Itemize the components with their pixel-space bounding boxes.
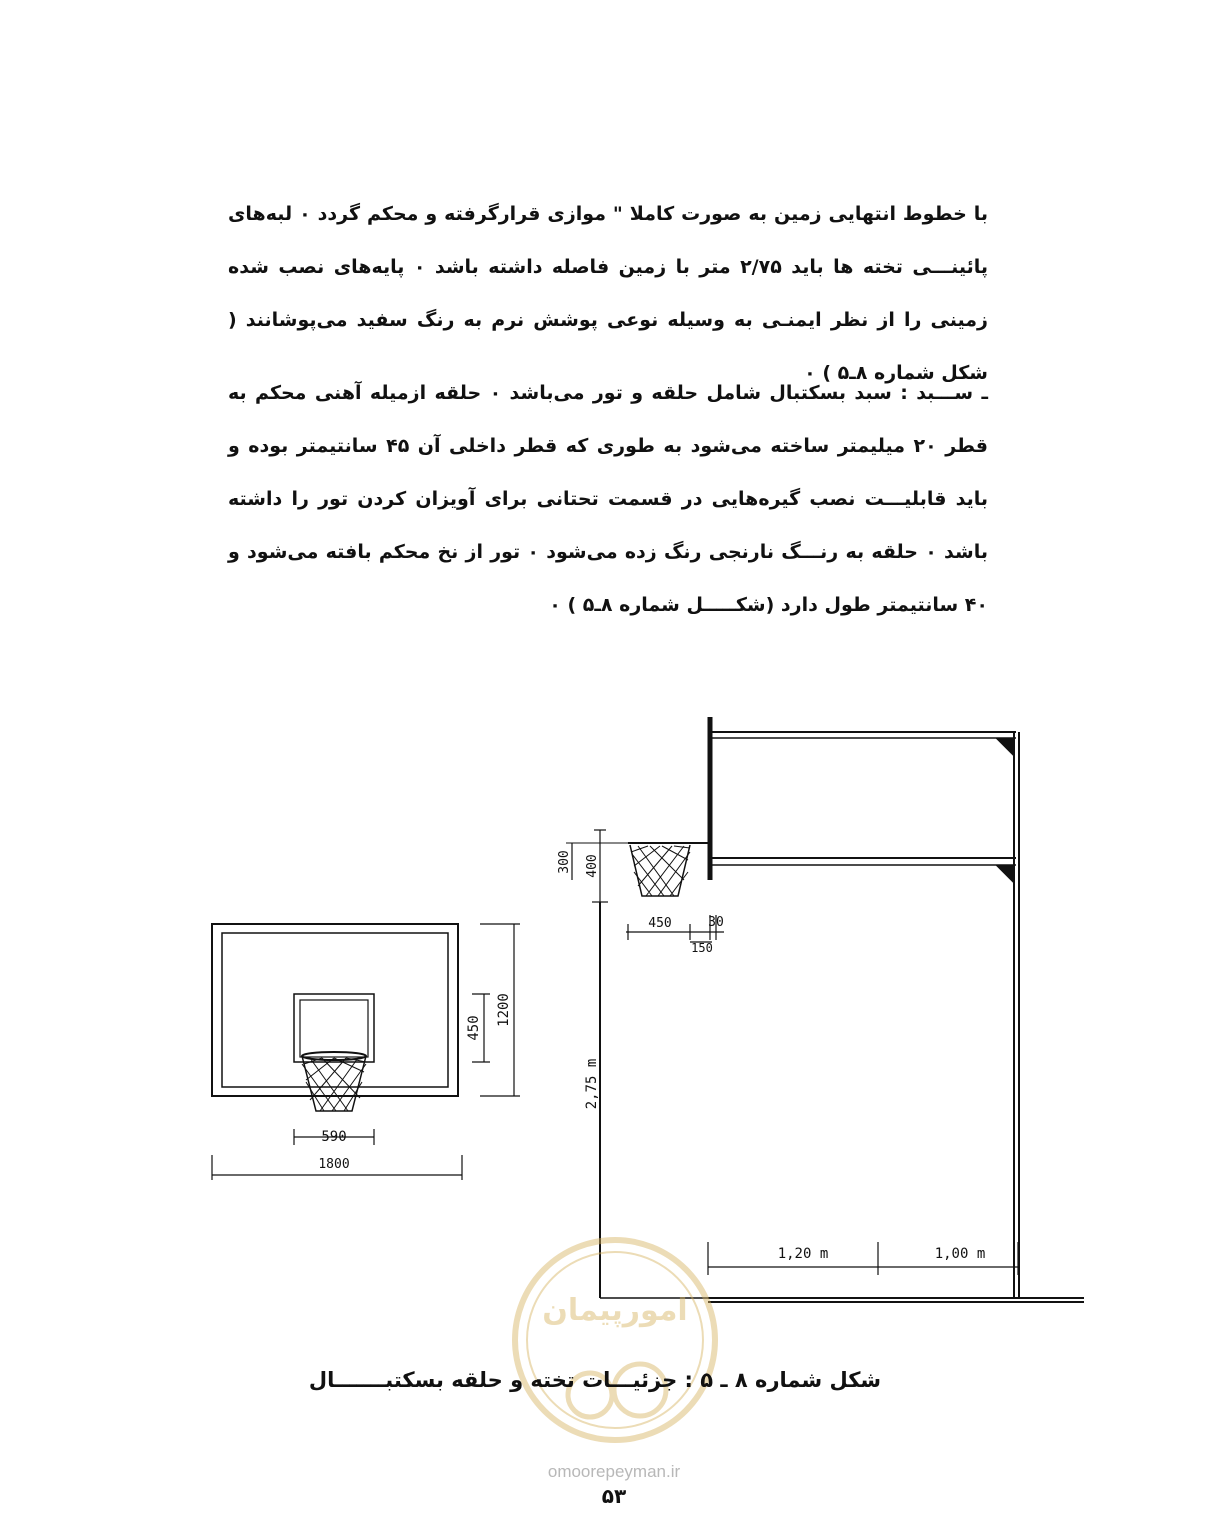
label-150: 150 <box>691 941 713 955</box>
front-net-mesh <box>302 1058 366 1111</box>
label-450-horizontal: 450 <box>648 916 672 931</box>
lower-bracket <box>996 865 1014 883</box>
backboard-inner-border <box>222 933 448 1087</box>
page-number: ۵۳ <box>601 1484 627 1508</box>
front-rim <box>302 1052 366 1060</box>
label-120: 1,20 m <box>777 1246 829 1262</box>
label-300: 300 <box>557 850 572 874</box>
website-watermark: omoorepeyman.ir <box>547 1462 681 1481</box>
label-450-vertical: 450 <box>466 1015 482 1041</box>
watermark-logo <box>500 1225 730 1455</box>
watermark-text: امورپیمان <box>542 1293 688 1328</box>
paragraph-basket-description: ـ ســـبد : سبد بسکتبال شامل حلقه و تور می‌باشد ٠ حلقه ازمیله آهنی محکم به قطر ۲۰ میلیمتر ساخته می‌شود به طوری که قطر داخلی آن ۴۵ سانتیمتر بوده و باید قابلیـــت نصب گیره‌هایی در قسمت تحتانی برای آویزان کردن تور را داشته باشد ٠ حلقه به رنـــگ نارنجی رنگ زده می‌شود ٠ تور از نخ محکم بافته می‌شود و ۴۰ سانتیمتر طول دارد (شکـــــل شماره ۸ـ۵ ) ٠ <box>228 382 988 616</box>
side-view <box>566 717 1084 1302</box>
side-view-labels <box>557 850 985 1262</box>
figure-caption: شکل شماره ۸ ـ ۵ : جزئیـــات تخته و حلقه بسکتبـــــــال <box>308 1368 882 1392</box>
side-net-outline <box>630 845 690 896</box>
label-1200-vertical: 1200 <box>496 993 512 1027</box>
label-100: 1,00 m <box>934 1246 986 1262</box>
label-height: 2,75 m <box>584 1058 600 1110</box>
front-view <box>212 924 520 1180</box>
label-590: 590 <box>321 1129 347 1145</box>
label-400: 400 <box>585 854 600 878</box>
front-view-labels <box>318 993 512 1172</box>
upper-bracket <box>996 738 1014 756</box>
target-rectangle-inner <box>300 1000 368 1057</box>
label-1800: 1800 <box>318 1157 350 1172</box>
label-30: 30 <box>708 915 724 930</box>
paragraph-board-height: با خطوط انتهایی زمین به صورت کاملا " موازی قرارگرفته و محکم گردد ٠ لبه‌های پائینـــی تخته ها باید ۲/۷۵ متر با زمین فاصله داشته باشد ٠ پایه‌های نصب شده زمینی را از نظر ایمنـی به وسیله نوعی پوشش نرم به رنگ سفید می‌پوشانند ( شکل شماره ۸ـ۵ ) ٠ <box>228 203 989 384</box>
front-net-outline <box>302 1056 366 1111</box>
